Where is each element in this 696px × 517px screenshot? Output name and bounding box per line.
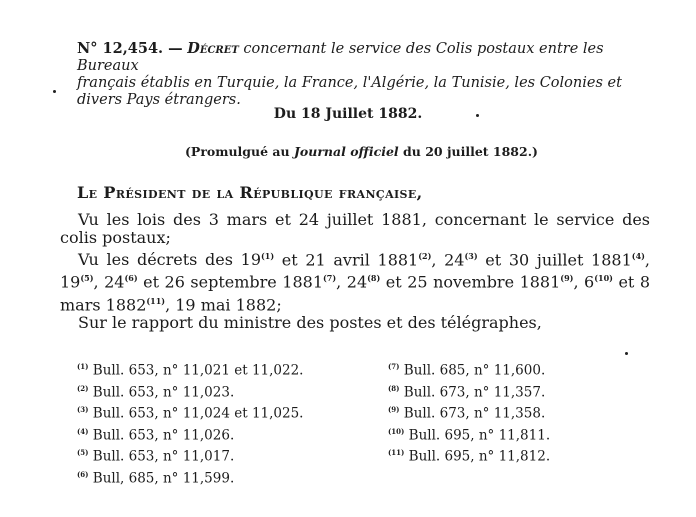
footnote-item [77,466,303,488]
decree-heading [77,40,657,109]
president-heading: Le Président de la République française, [77,183,423,202]
decrets-text-h: , 24 [336,272,368,292]
footnote-item [77,380,303,402]
paragraph-rapport-text: Sur le rapport du ministre des postes et des télégraphes, [78,313,542,332]
footnote-ref-2: (2) [418,251,432,261]
footnote-text: Bull. 653, n° 11,024 et 11,025. [92,405,304,422]
decrets-text-d: et 30 juillet 1881 [477,250,632,270]
paragraph-rapport [60,314,650,332]
footnote-ref-9: (9) [560,273,574,284]
footnote-text: Bull. 673, n° 11,357. [403,384,546,400]
footnote-ref-5: (5) [80,273,94,284]
footnote-ref-10: (10) [594,273,613,284]
decrets-text-a: Vu les décrets des 19 [78,250,261,270]
promulgation-close: du 20 juillet 1882.) [403,144,538,159]
decrets-text-b: et 21 avril 1881 [274,250,419,270]
decrets-text-f: , 24 [93,272,125,292]
footnote-item [388,380,550,402]
footnote-text: Bull. 653, n° 11,026. [92,427,235,443]
footnote-text: Bull. 653, n° 11,017. [92,448,235,465]
decree-date: Du 18 Juillet 1882. [273,106,423,122]
decrets-text-g: et 26 septembre 1881 [137,272,324,292]
footnote-mark: (6) [77,469,89,479]
scan-speck [53,90,56,93]
footnote-item [388,444,550,466]
footnote-item [77,423,303,445]
decrets-text-i: et 25 novembre 1881 [380,272,561,292]
scan-speck [625,352,628,355]
decrets-text-j: , 6 [573,272,595,292]
footnotes-left-column [77,358,303,487]
footnote-item [388,423,550,445]
footnote-mark: (2) [77,383,89,393]
footnote-mark: (9) [388,405,400,414]
footnote-item [77,444,303,466]
footnote-mark: (8) [388,383,400,393]
decrets-text-k: et 8 mars 1882 [60,272,651,314]
decree-title-line1: concernant le service des Colis postaux entre les Bureaux [77,41,604,74]
footnote-text: Bull. 673, n° 11,358. [403,405,546,422]
footnote-ref-4: (4) [631,251,645,261]
footnote-mark: (11) [388,448,405,457]
footnote-text: Bull. 653, n° 11,023. [92,384,235,400]
paragraph-lois-text: Vu les lois des 3 mars et 24 juillet 1881, concernant le service des colis postaux; [60,210,650,247]
decree-keyword: Décret [187,40,239,57]
footnote-item [388,401,550,423]
scan-speck [476,114,479,117]
footnote-mark: (7) [388,362,400,371]
decree-title-line3: divers Pays étrangers. [77,92,241,108]
promulgation-journal: Journal officiel [293,144,399,159]
footnote-mark: (5) [77,448,89,457]
promulgation-open: (Promulgué au [185,144,290,159]
promulgation-note [185,144,538,159]
footnote-text: Bull. 695, n° 11,812. [408,448,551,465]
footnote-mark: (4) [77,426,89,436]
footnote-text: Bull. 653, n° 11,021 et 11,022. [92,362,304,379]
footnote-text: Bull. 685, n° 11,600. [403,362,546,379]
decree-number: N° 12,454. — [77,40,183,57]
footnote-ref-1: (1) [261,251,275,261]
footnote-ref-11: (11) [146,295,166,306]
footnote-mark: (1) [77,362,89,371]
decree-title-line2: français établis en Turquie, la France, l'Algérie, la Tunisie, les Colonies et [77,75,622,91]
footnotes-right-column [388,358,550,466]
footnote-text: Bull. 695, n° 11,811. [408,427,551,443]
footnote-ref-8: (8) [367,273,381,284]
decrets-text-c: , 24 [431,250,465,270]
footnote-item [77,358,303,380]
decrets-text-l: , 19 mai 1882; [165,294,282,314]
decrets-text-e: , 19 [60,250,651,292]
footnote-item [77,401,303,423]
footnote-text: Bull, 685, n° 11,599. [92,470,235,486]
footnote-mark: (10) [388,426,405,436]
footnote-ref-6: (6) [124,273,138,284]
footnote-item [388,358,550,380]
footnote-mark: (3) [77,405,89,414]
footnote-ref-7: (7) [323,273,337,284]
footnote-ref-3: (3) [464,251,478,261]
paragraph-lois [60,211,650,247]
paragraph-decrets [60,247,650,314]
